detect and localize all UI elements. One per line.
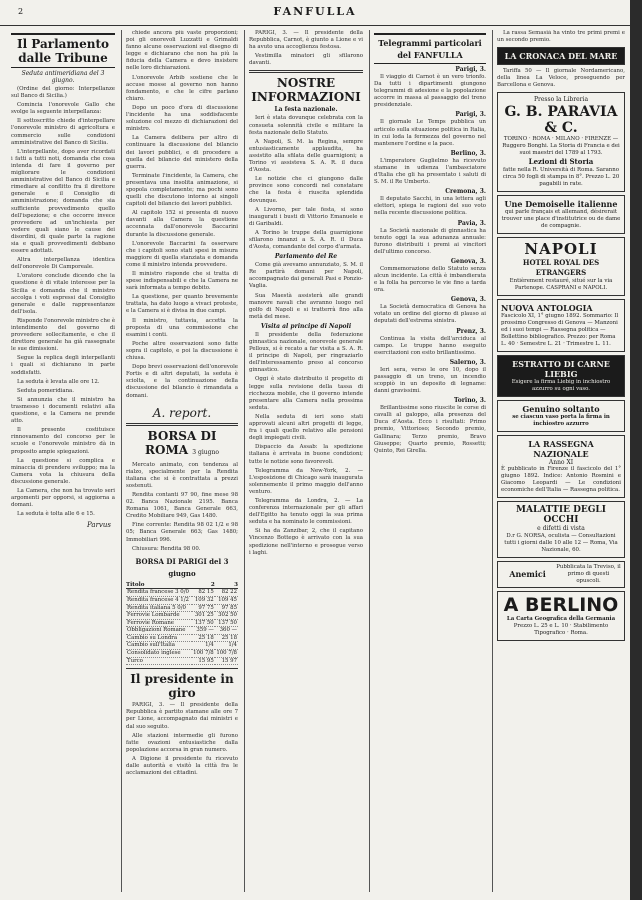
paragraph: Al capitolo 152 si presenta di nuovo davanti alla Camera la questione accennata dall'onorevole Baccarini durante la discussione generale. bbox=[126, 210, 238, 238]
ad-text: Tariffa 50 — Il giornale Nordamericano, della linea La Veloce, proseguendo per Barcellona e Genova. bbox=[497, 68, 625, 89]
dispatch-text: Ieri sera, verso le ore 10, dopo il passaggio di un treno, un incendio scoppiò in un deposito di legname: danni gravissimi. bbox=[374, 366, 486, 395]
table-row bbox=[126, 619, 238, 627]
rome-market-title: BORSA DI ROMA bbox=[145, 428, 217, 457]
paragraph: Il presidente della federazione ginnastica nazionale, onorevole generale Pelloux, si è recato a far visita a S. A. R. il principe di Napoli, per ringraziarlo dell'interessamento preso al concorso ginnastico. bbox=[249, 331, 363, 374]
ad-liebig bbox=[497, 355, 625, 397]
dispatch-text: Il viaggio di Carnot è un vero trionfo. Da tutti i dipartimenti giungono telegrammi di adesione e la popolazione accorre in massa al passaggio del treno presidenziale. bbox=[374, 74, 486, 109]
dispatch-text: Continua la visita dell'arciduca al campo. Le truppe hanno eseguito esercitazioni con esito brillantissimo. bbox=[374, 335, 486, 356]
table-cell: 301 25 bbox=[192, 612, 215, 620]
ad-text: qui parle français et allemand, désirerait trouver une place d'institutrice ou de dame de compagnie. bbox=[501, 208, 621, 229]
telegram: Si ha da Zanzibar, 2, che il capitano Vincenzo Bottego è arrivato con la sua spedizione nell'interno e prosegue verso i laghi. bbox=[249, 528, 363, 556]
dispatch-text: La Società nazionale di ginnastica ha tenuto oggi la sua adunanza annuale: furono distribuiti i premi ai vincitori dell'ultimo concorso. bbox=[374, 227, 486, 255]
ad-horse-racing: La rassa Semasià ha vinto tre primi premi e un secondo premio. bbox=[497, 30, 625, 44]
paragraph: Nella seduta di ieri sono stati approvati alcuni altri progetti di legge, fra i quali quello relativo alle pensioni degli impiegati civili. bbox=[249, 413, 363, 442]
masthead bbox=[0, 0, 630, 26]
parliament-signature: Parvus bbox=[87, 521, 111, 530]
table-cell: 100 7/8 bbox=[216, 650, 237, 657]
ad-paravia bbox=[497, 92, 625, 192]
dispatch-dateline: Pavia, 3. bbox=[457, 219, 486, 227]
ad-text: fatte nella R. Università di Roma. Saranno circa 50 fogli di stampa in 8°. Prezzo L. 20 pagabili in rate. bbox=[502, 166, 620, 187]
paragraph: La seduta è levata alle ore 12. bbox=[17, 378, 100, 385]
ad-title: NAPOLI bbox=[524, 239, 598, 258]
ad-demoiselle bbox=[497, 195, 625, 234]
table-cell: 109 45 bbox=[215, 596, 238, 604]
paragraph: PARIGI, 3. — Il presidente della Repubblica, Carnot, è giunto a Lione e vi ha avuto una accoglienza festosa. bbox=[249, 30, 363, 51]
paragraph: Altra interpellanza identica dell'onorevole Di Camporeale. bbox=[11, 257, 115, 271]
ad-title: MALATTIE DEGLI OCCHI bbox=[516, 505, 606, 526]
table-cell: 100 7/8 bbox=[193, 650, 214, 657]
ad-text: Prezzo L. 25 e L. 10 · Stabilimento Tipografico · Roma. bbox=[513, 622, 609, 636]
paragraph: L'interpellante, dopo aver ricordati i fatti a tutti noti, domanda che cosa intenda di fare il governo per migliorare le condizioni amministrative del Banco di Sicilia e rimediare al conflitto fra il direttore generale e il Consiglio di amministrazione; domanda che sia sufficiente provvedimento quello dell'ispezione; e che occorre invece provvedere ad un'inchiesta per vedere quali siano le cause dei disordini, di quale parte la ragione sia e quali provvedimenti debbano essere adottati. bbox=[11, 148, 115, 255]
paragraph: A Livorno, per tale festa, si sono inaugurati i busti di Vittorio Emanuele e di Garibaldi. bbox=[249, 206, 363, 227]
table-row bbox=[126, 627, 238, 635]
telegram: Telegramma da New-York, 2. — L'esposizione di Chicago sarà inaugurata solennemente il primo maggio dell'anno venturo. bbox=[249, 467, 363, 495]
column-2 bbox=[123, 30, 241, 896]
table-cell: Ferrovie Romane bbox=[126, 619, 192, 627]
telegrams-list bbox=[249, 468, 363, 557]
paragraph: Seduta pomeridiana. bbox=[17, 387, 74, 394]
national-holiday-subheadline: La festa nazionale. bbox=[274, 106, 338, 114]
dispatch-text: Il giornale Le Temps pubblica un articolo sulla situazione politica in Italia, in cui loda la fermezza del governo nel mantenere l'ordine e la pace. bbox=[374, 119, 486, 147]
ad-genuino bbox=[497, 400, 625, 432]
ad-title: Anemici bbox=[509, 569, 546, 580]
paragraph: Il ministro, tuttavia, accetta la proposta di una commissione che esamini i conti. bbox=[126, 317, 238, 338]
ad-title: Genuino soltanto bbox=[522, 403, 600, 414]
table-cell: 25 18 bbox=[192, 634, 215, 642]
ad-title: ESTRATTO DI CARNE LIEBIG bbox=[512, 358, 610, 379]
paragraph: L'oratore conclude dicendo che la questione è di vitale interesse per la Sicilia e domanda che il ministro accolga i voti espressi dal Consiglio generale e dalle rappresentanze dell'isola. bbox=[11, 273, 115, 315]
table-cell: Turco bbox=[126, 657, 192, 665]
ad-pre: Presso la Libreria bbox=[533, 96, 589, 104]
tour-headline: Il presidente in giro bbox=[130, 672, 234, 701]
table-row bbox=[126, 589, 238, 597]
ad-subtitle: Lezioni di Storia bbox=[528, 156, 594, 166]
telegrams-body bbox=[374, 66, 486, 455]
paris-market-table bbox=[126, 582, 238, 666]
paragraph: Il presente costituisce rinnovamento del concorso per le scuole e l'onorevole ministro dà in proposito ampie spiegazioni. bbox=[11, 427, 115, 455]
table-cell: 359 — bbox=[192, 627, 215, 635]
ad-subtitle: Anno XI bbox=[548, 458, 574, 466]
ad-text: se ciascun vaso porta la firma in inchiostro azzurro bbox=[512, 413, 610, 427]
paragraph: La questione si complica e minaccia di prendere sviluppo; ma la Camera vota la chiusura della discussione generale. bbox=[11, 457, 115, 485]
paragraph: Vestimilla minatori gli sfilarono davanti. bbox=[249, 53, 363, 67]
ad-text: TORINO · ROMA · MILANO · FIRENZE — Ruggero Bonghi. La Storia di Francia e dei suoi maestri del 1789 al 1793. bbox=[502, 135, 620, 156]
column-rule bbox=[244, 30, 245, 892]
paragraph: chiede ancora più vaste proporzioni; poi gli onorevoli Luzzatti e Grimaldi fanno alcune osservazioni sul disegno di legge e dichiarano che non ha più la fiducia della Camera e devo insistere nelle loro dichiarazioni. bbox=[126, 30, 238, 72]
paragraph: Dopo un poco d'ora di discussione l'incidente ha una soddisfacente soluzione col mezzo di dichiarazioni del ministro. bbox=[126, 104, 238, 133]
paragraph: Terminate l'incidente, la Camera, che presentava una insolita animazione, si spopola completamente; ma pochi sono quelli che discutono intorno ai singoli capitoli del bilancio dei lavori pubblici. bbox=[126, 172, 238, 208]
table-cell: 137 50 bbox=[215, 619, 238, 627]
table-cell: Rendita francese 3 0/0 bbox=[126, 589, 192, 597]
scan-edge bbox=[630, 0, 642, 900]
paragraph: La seduta è tolta alle 6 e 15. bbox=[17, 511, 95, 518]
paragraph: Rendita contanti 97 90, fine mese 98 02. Banca Nazionale 2195. Banca Romana 1061, Banca Generale 663, Credito Mobiliare 949, Gas 1480. bbox=[126, 491, 238, 520]
ad-subtitle: e difetti di vista bbox=[537, 525, 585, 533]
table-row bbox=[126, 596, 238, 604]
table-cell: Consolidato inglese bbox=[126, 650, 192, 658]
paragraph: Le notizie che ci giungono dalle province sono concordi nel constatare che la festa è riuscita splendida dovunque. bbox=[249, 176, 363, 204]
carnot-brief bbox=[249, 30, 363, 67]
section-divider bbox=[126, 423, 238, 426]
newspaper-title: FANFULLA bbox=[273, 5, 357, 18]
dispatch-text: Brillantissime sono riuscite le corse di cavalli al galoppo, alla presenza del Duca d'Aosta. Ecco i risultati: Primo premio, Vittorioso; Secondo premio, Gallinara; Terzo premio, Bravo Giuseppe; Quarto premio, Rossetti; Quinto, Rei Girella. bbox=[374, 405, 486, 454]
table-header-row bbox=[126, 582, 238, 589]
handwritten-annotation: A. report. bbox=[152, 405, 212, 420]
information-article-body bbox=[249, 115, 363, 251]
ad-malattie-occhi bbox=[497, 501, 625, 558]
table-cell: 1/4 bbox=[215, 642, 238, 650]
table-header-cell: 2 bbox=[192, 582, 215, 589]
table-row bbox=[126, 642, 238, 650]
dispatch-text: La Società democratica di Genova ha votato un ordine del giorno di plauso ai deputati dell'estrema sinistra. bbox=[374, 304, 486, 325]
section-divider bbox=[126, 668, 238, 669]
dispatch-dateline: Parigi, 3. bbox=[455, 111, 486, 119]
king-article-body bbox=[249, 262, 363, 321]
paragraph: Il ministro risponde che si tratta di spese indispensabili e che la Camera ne sarà informata a tempo debito. bbox=[126, 271, 238, 292]
table-body bbox=[126, 589, 238, 665]
paragraph: A Torino le truppe della guarnigione sfilarono innanzi a S. A. R. il Duca d'Aosta, comandante del corpo d'armata. bbox=[249, 229, 363, 251]
paragraph: Dispaccio da Assab: la spedizione italiana è arrivata in buone condizioni; tutte le notizie sono favorevoli. bbox=[249, 444, 363, 465]
ad-hotel-napoli bbox=[497, 237, 625, 296]
table-cell: 360 — bbox=[215, 627, 238, 635]
table-cell: Ferrovie Lombarde bbox=[126, 612, 192, 620]
table-cell: Cambio su Londra bbox=[126, 634, 192, 642]
dispatch-dateline: Torino, 3. bbox=[453, 397, 486, 405]
dispatch-text: Commemorazione dello Statuto senza alcun incidente. La città è imbandierata e la folla ha percorso le vie fino a tarda ora. bbox=[374, 265, 486, 294]
rome-market-date: 3 giugno bbox=[192, 448, 219, 456]
table-cell: Cambio sull'Italia bbox=[126, 642, 192, 650]
ad-text: D.r G. NORSA, oculista — Consultazioni tutti i giorni dalle 10 alle 12 — Roma, Via Nazionale, 60. bbox=[504, 532, 618, 553]
table-cell: 15 97 bbox=[215, 657, 238, 665]
table-cell: 82 15 bbox=[192, 589, 215, 597]
tour-article-body bbox=[126, 702, 238, 777]
table-cell: 15 95 bbox=[192, 657, 215, 665]
dispatch-dateline: Berlino, 3. bbox=[450, 149, 486, 157]
ad-rassegna-nazionale bbox=[497, 435, 625, 499]
ad-text: Fascicolo XI, 1° giugno 1892. Sommario: Il prossimo Congresso di Genova — Manzoni ed i suoi tempi — Rassegna politica — Bollettino bibliografico. Prezzo: per Roma L. 40 · Semestre L. 21 · Trimestre L. 11. bbox=[501, 312, 619, 347]
parliament-subheadline: Seduta antimeridiana del 3 giugno. bbox=[21, 70, 105, 84]
paragraph: Sua Maestà assisterà alle grandi manovre navali che avranno luogo nel golfo di Napoli e si tratterrà fino alla metà del mese. bbox=[249, 292, 363, 320]
dispatch-dateline: Genova, 3. bbox=[450, 296, 486, 304]
table-cell: 1/4 bbox=[192, 642, 215, 650]
table-header-cell: 3 bbox=[215, 582, 238, 589]
table-cell: 97 85 bbox=[215, 604, 238, 612]
column-rule bbox=[121, 30, 122, 892]
table-cell: Obbligazioni Romane bbox=[126, 627, 192, 635]
paragraph: Alle stazioni intermedie gli furono fatte ovazioni entusiastiche dalla popolazione accorsa in gran numero. bbox=[126, 732, 238, 753]
ad-nuova-antologia bbox=[497, 299, 625, 352]
paragraph: La Camera delibera per altro di continuare la discussione del bilancio dei lavori pubblici, e di procedere a quella del bilancio del ministero della guerra. bbox=[126, 135, 238, 170]
king-subheadline: Parlamento del Re bbox=[274, 253, 338, 261]
paragraph: Si annunzia che il ministro ha trasmesso i documenti relativi alla questione, e la Camera ne prende atto. bbox=[11, 396, 115, 425]
column-rule bbox=[492, 30, 493, 892]
ad-title: A BERLINO bbox=[503, 593, 619, 616]
paragraph: A Napoli, S. M. la Regina, sempre entusiasticamente applaudita, ha assistito alla sfilata delle guarnigioni; a Torino vi assisteva S. A. R. il duca d'Aosta. bbox=[249, 138, 363, 174]
ad-cronaca-del-mare bbox=[497, 47, 625, 65]
ad-text: È pubblicato in Firenze il fascicolo del 1° giugno 1892. Indice: Antonio Rosmini e Giacomo Leopardi — Le condizioni economiche dell'Italia — Rassegna politica. bbox=[501, 466, 621, 494]
dispatch-dateline: Parigi, 3. bbox=[455, 66, 486, 73]
paragraph: Risponde l'onorevole ministro che è intendimento del governo di provvedere sollecitamente, e che il direttore generale ha già rassegnate le sue dimissioni. bbox=[11, 317, 116, 353]
paragraph: Segue la replica degli interpellanti i quali si dichiarano in parte soddisfatti. bbox=[11, 355, 115, 376]
dispatch-dateline: Genova, 3. bbox=[450, 257, 486, 265]
ad-title: LA RASSEGNA NAZIONALE bbox=[528, 438, 594, 459]
telegrams-headline: Telegrammi particolari del FANFULLA bbox=[374, 33, 486, 64]
parliament-article-continued bbox=[126, 30, 238, 400]
paris-market-title: BORSA DI PARIGI del 3 giugno bbox=[135, 556, 229, 578]
ad-title: G. B. PARAVIA & C. bbox=[504, 103, 618, 136]
prince-visit-subheadline: Visita al principe di Napoli bbox=[260, 322, 352, 330]
paragraph: Fine corrente: Rendita 98 02 1/2 e 98 05; Banca Generale 663; Gas 1480; Immobiliari 996. bbox=[126, 522, 238, 543]
paragraph: La questione, per quanto brevemente trattata, ha dato luogo a vivaci proteste, e la Camera si è divisa in due campi. bbox=[126, 294, 238, 315]
paragraph: Dopo brevi osservazioni dell'onorevole Fortis e di altri deputati, la seduta è sciolta, e la continuazione della discussione del bilancio è rimandata a domani. bbox=[126, 364, 238, 399]
ad-text: Pubblicata la Treviso, il primo di questi opuscoli. bbox=[556, 563, 621, 584]
paragraph: Mercato animato, con tendenza al rialzo, specialmente per la Rendita italiana che si è contrattata a prezzi sostenuti. bbox=[126, 461, 238, 489]
table-row bbox=[126, 657, 238, 665]
paragraph: L'onorevole Baccarini fa osservare che i capitoli sono stati spesi in misura maggiore di quella stanziata e domanda come il ministro intenda provvedere. bbox=[126, 240, 238, 268]
ad-subtitle: La Carta Geografica della Germania bbox=[506, 615, 616, 622]
ad-berlino bbox=[497, 591, 625, 641]
rome-market-report bbox=[126, 462, 238, 553]
section-divider bbox=[249, 70, 363, 73]
paragraph: La Camera, che non ha trovato seri argomenti per opporsi, si aggiorna a domani. bbox=[11, 487, 115, 509]
paragraph: Il sottoscritto chiede d'interpellare l'onorevole ministro di agricoltura e commercio sulle condizioni amministrative del Banco di Sicilia. bbox=[11, 118, 115, 146]
dispatch-text: Il deputato Sacchi, in una lettera agli elettori, spiega le ragioni del suo voto nella recente discussione politica. bbox=[374, 196, 486, 217]
parliament-article-body bbox=[11, 86, 115, 518]
table-row bbox=[126, 612, 238, 620]
telegram: Telegramma da Londra, 2. — La conferenza internazionale per gli affari dell'Egitto ha tenuto oggi la sua prima seduta e ha nominato le commissioni. bbox=[249, 497, 363, 526]
ad-text: Esigere la firma Liebig in inchiostro azzurro su ogni vaso. bbox=[511, 378, 611, 392]
paragraph: Oggi è stato distribuito il progetto di legge sulla revisione della tassa di ricchezza mobile, che il governo intende presentare alla Camera nella prossima seduta. bbox=[249, 376, 363, 411]
table-cell: 25 18 bbox=[215, 634, 238, 642]
table-header-cell: Titolo bbox=[126, 582, 192, 589]
paragraph: L'onorevole Arbib sostiene che le accuse mosse al governo non hanno fondamento, e che le cifre parlano chiaro. bbox=[126, 74, 238, 102]
paragraph: Chiusura: Rendita 98 00. bbox=[132, 545, 201, 552]
dispatch-text: L'imperatore Guglielmo ha ricevuto stamane in udienza l'ambasciatore d'Italia che gli ha presentato i saluti di S. M. il Re Umberto. bbox=[374, 157, 486, 186]
table-row bbox=[126, 634, 238, 642]
ad-title: NUOVA ANTOLOGIA bbox=[501, 302, 593, 313]
table-row bbox=[126, 650, 238, 658]
ad-title: LA CRONACA DEL MARE bbox=[504, 51, 618, 62]
ad-anemici bbox=[497, 561, 625, 588]
paragraph: (Ordine del giorno: Interpellanze sul Banco di Sicilia.) bbox=[11, 86, 115, 100]
paragraph: Come già avevamo annunziato, S. M. il Re partirà domani per Napoli, accompagnato dai generali Pasi e Ponzio-Vaglia. bbox=[249, 262, 363, 290]
table-cell: 97 75 bbox=[192, 604, 215, 612]
paragraph: Comincia l'onorevole Gallo che svolge la seguente interpellanza: bbox=[11, 102, 115, 116]
table-row bbox=[126, 604, 238, 612]
table-cell: 137 50 bbox=[192, 619, 215, 627]
ad-text: Entièrement restauré, situé sur la via Partenope. CASPRANI e NAPOLI. bbox=[509, 277, 613, 291]
paragraph: Ieri è stata dovunque celebrata con la consueta solennità civile e militare la festa nazionale dello Statuto. bbox=[249, 115, 363, 136]
page-number: 2 bbox=[18, 7, 24, 16]
table-cell: 109 32 bbox=[192, 596, 215, 604]
paragraph: PARIGI, 3. — Il presidente della Repubblica è partito stamane alle ore 7 per Lione, accompagnato dai ministri e dal suo seguito. bbox=[126, 702, 238, 730]
column-1 bbox=[8, 30, 118, 896]
table-cell: 302 50 bbox=[215, 612, 238, 620]
rome-market-headline bbox=[126, 429, 238, 460]
paragraph: A Digione il presidente fu ricevuto dalle autorità e visitò la città fra le acclamazioni dei cittadini. bbox=[126, 755, 238, 777]
table-cell: 82 22 bbox=[215, 589, 238, 597]
ad-title: Une Demoiselle italienne bbox=[504, 198, 618, 209]
information-headline: NOSTRE INFORMAZIONI bbox=[251, 76, 361, 105]
advertisements-column bbox=[494, 30, 628, 896]
table-cell: Rendita italiana 5 0/0 bbox=[126, 604, 192, 612]
parliament-headline: Il Parlamento dalle Tribune bbox=[11, 33, 115, 68]
table-cell: Rendita francese 4 1/2 bbox=[126, 596, 192, 604]
prince-visit-article-body bbox=[249, 332, 363, 466]
column-4 bbox=[371, 30, 489, 896]
column-rule bbox=[369, 30, 370, 892]
ad-subtitle: HOTEL ROYAL DES ETRANGERS bbox=[522, 257, 600, 277]
paragraph: Poche altre osservazioni sono fatte sopra il capitolo, e poi la discussione è chiusa. bbox=[126, 340, 238, 362]
dispatch-dateline: Salerno, 3. bbox=[449, 358, 486, 366]
dispatch-dateline: Prenz, 3. bbox=[456, 327, 486, 335]
dispatch-dateline: Cremona, 3. bbox=[445, 188, 486, 196]
column-3 bbox=[246, 30, 366, 896]
